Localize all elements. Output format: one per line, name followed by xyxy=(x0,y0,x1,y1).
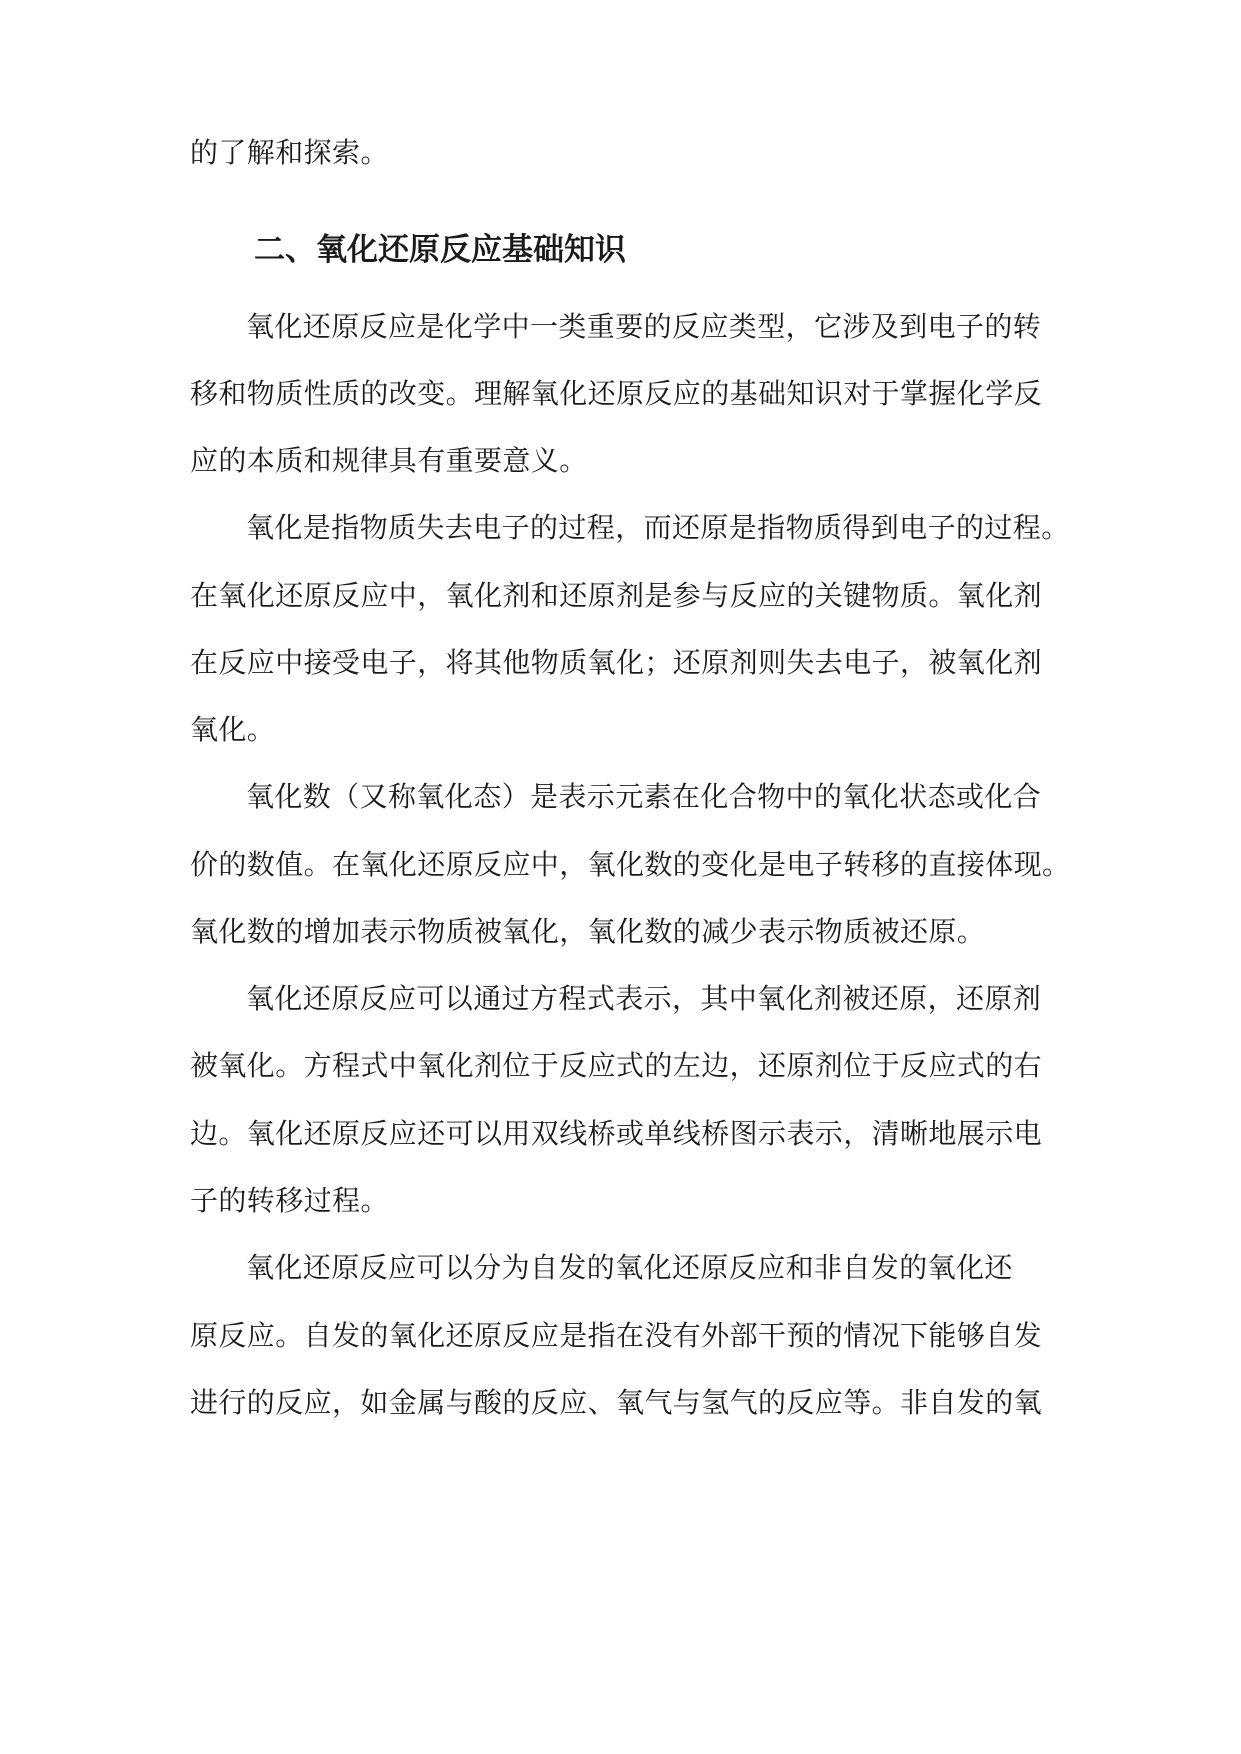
paragraph-line: 氧化还原反应是化学中一类重要的反应类型，它涉及到电子的转 xyxy=(246,310,1042,343)
paragraph-line: 被氧化。方程式中氧化剂位于反应式的左边，还原剂位于反应式的右 xyxy=(190,1049,1043,1082)
paragraph-line: 氧化数的增加表示物质被氧化，氧化数的减少表示物质被还原。 xyxy=(190,915,986,948)
paragraph-line: 原反应。自发的氧化还原反应是指在没有外部干预的情况下能够自发 xyxy=(190,1319,1043,1352)
paragraph-line: 氧化还原反应可以分为自发的氧化还原反应和非自发的氧化还 xyxy=(246,1251,1013,1284)
continuation-line: 的了解和探索。 xyxy=(190,136,389,169)
paragraph-line: 氧化。 xyxy=(190,713,276,746)
paragraph-line: 应的本质和规律具有重要意义。 xyxy=(190,444,588,477)
paragraph-line: 边。氧化还原反应还可以用双线桥或单线桥图示表示，清晰地展示电 xyxy=(190,1117,1043,1150)
section-heading: 二、氧化还原反应基础知识 xyxy=(254,232,626,268)
paragraph-line: 价的数值。在氧化还原反应中，氧化数的变化是电子转移的直接体现。 xyxy=(190,848,1071,881)
paragraph-line: 进行的反应，如金属与酸的反应、氧气与氢气的反应等。非自发的氧 xyxy=(190,1386,1043,1419)
paragraph-line: 移和物质性质的改变。理解氧化还原反应的基础知识对于掌握化学反 xyxy=(190,377,1043,410)
paragraph-line: 在氧化还原反应中，氧化剂和还原剂是参与反应的关键物质。氧化剂 xyxy=(190,579,1043,612)
paragraph-line: 在反应中接受电子，将其他物质氧化；还原剂则失去电子，被氧化剂 xyxy=(190,646,1043,679)
paragraph-line: 氧化数（又称氧化态）是表示元素在化合物中的氧化状态或化合 xyxy=(246,780,1042,813)
paragraph-line: 子的转移过程。 xyxy=(190,1184,389,1217)
paragraph-line: 氧化是指物质失去电子的过程，而还原是指物质得到电子的过程。 xyxy=(246,511,1070,544)
paragraph-line: 氧化还原反应可以通过方程式表示，其中氧化剂被还原，还原剂 xyxy=(246,982,1042,1015)
